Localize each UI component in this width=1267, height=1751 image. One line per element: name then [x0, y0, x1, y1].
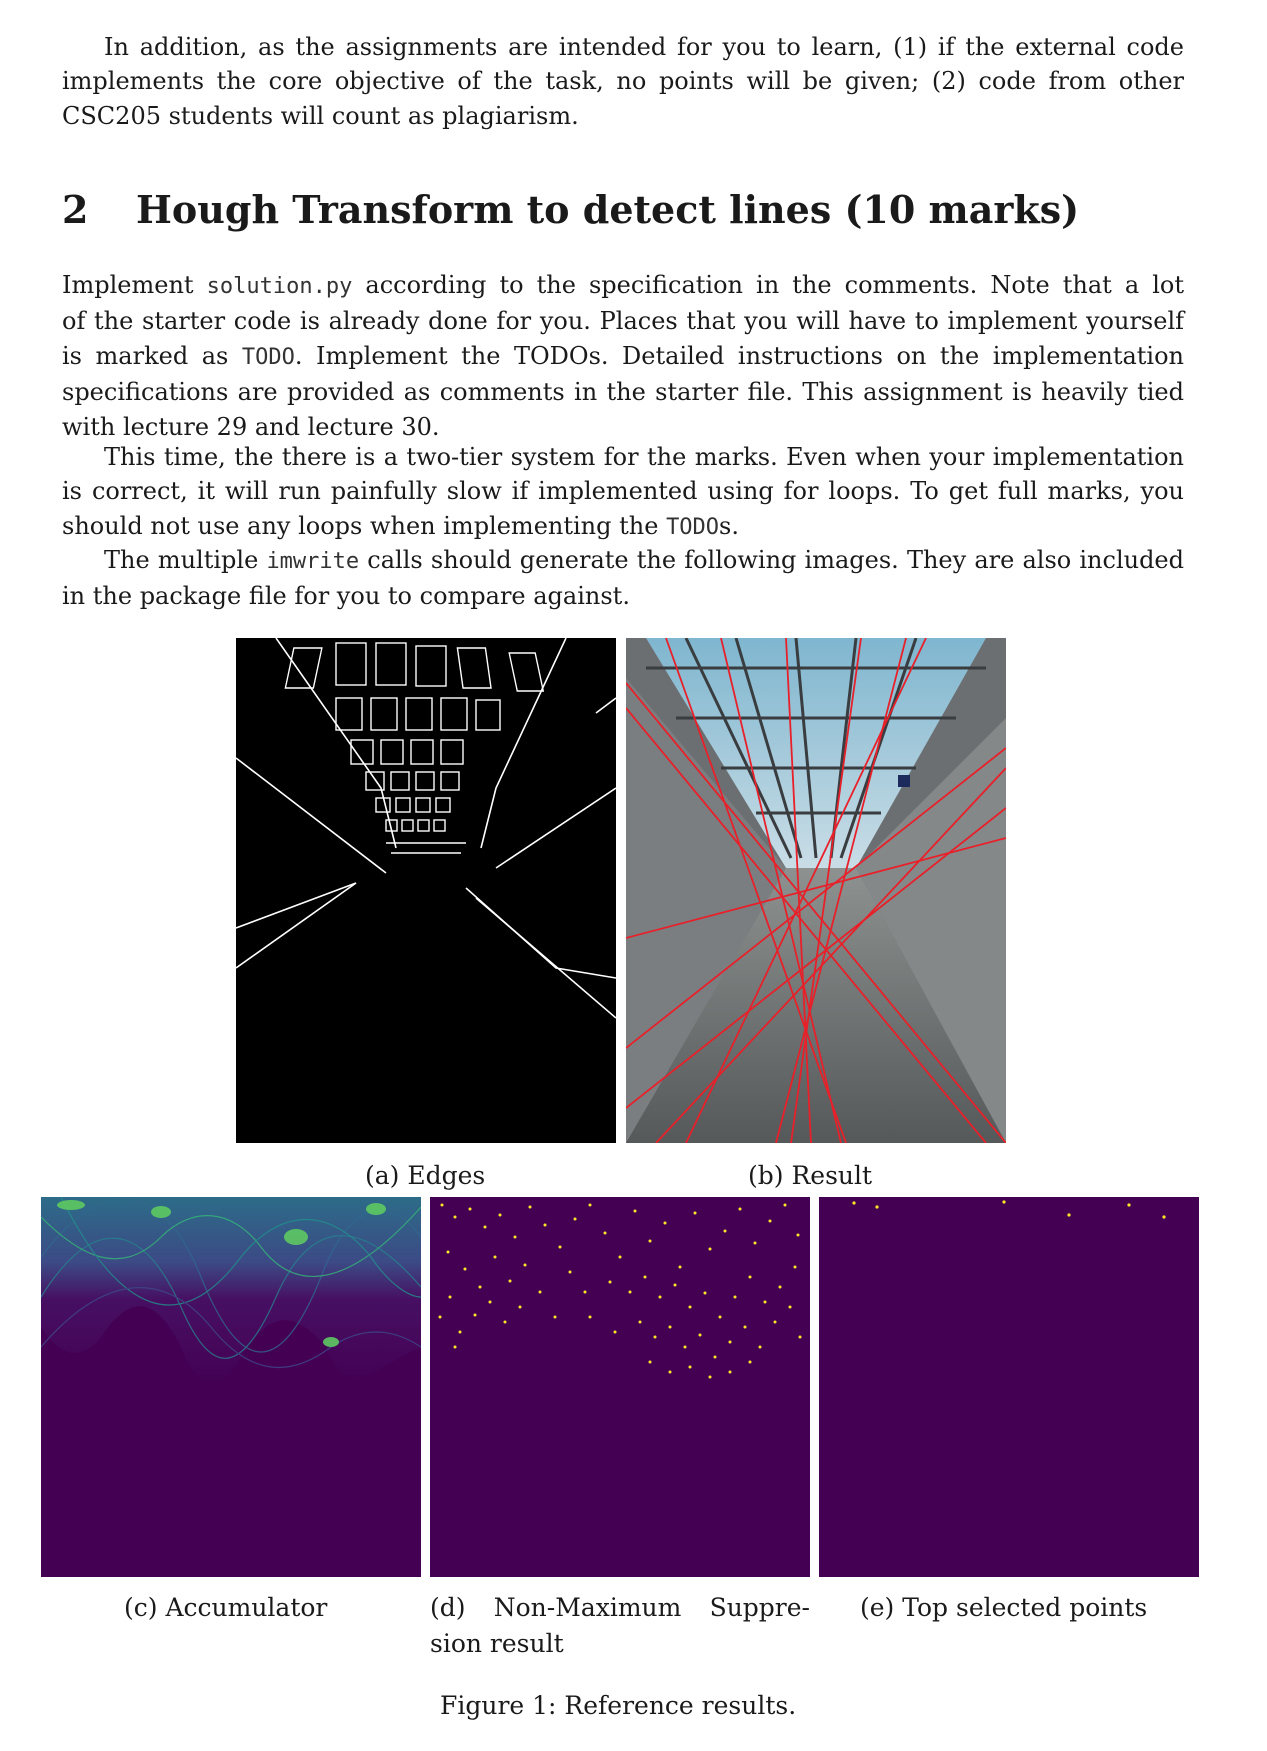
- p1-line-5: with lecture 29 and lecture 30.: [62, 412, 440, 441]
- caption-d-line-2: sion result: [430, 1629, 564, 1658]
- result-image: [626, 638, 1006, 1143]
- figure-caption: Figure 1: Reference results.: [440, 1691, 797, 1720]
- nms-image: [430, 1197, 810, 1577]
- p2-line-2: is correct, it will run painfully slow if implemented using for loops. To get full marks, you: [62, 477, 1184, 506]
- intro-line-1: In addition, as the assignments are intended for you to learn, (1) if the external code: [104, 33, 1184, 61]
- caption-a: (a) Edges: [365, 1161, 486, 1190]
- top-points-image: [819, 1197, 1199, 1577]
- code-todo: TODO: [241, 344, 295, 370]
- caption-d-line-1: (d) Non-Maximum Suppre-: [430, 1593, 810, 1622]
- p2-line-1: This time, the there is a two-tier system for the marks. Even when your implementation: [104, 443, 1184, 471]
- p1-line-1: Implement solution.py according to the specification in the comments. Note that a lot: [62, 271, 1185, 299]
- section-heading: [62, 187, 1079, 232]
- p1-line-4: specifications are provided as comments in the starter file. This assignment is heavily tied: [62, 378, 1184, 407]
- p3-line-2: in the package file for you to compare against.: [62, 582, 630, 611]
- section-title: Hough Transform to detect lines (10 marks): [136, 187, 1080, 232]
- edges-image: [236, 638, 616, 1143]
- paragraph-two-tier: [62, 440, 1184, 545]
- code-solution-py: solution.py: [206, 274, 353, 299]
- accumulator-image: [41, 1197, 421, 1577]
- paragraph-implementation: [62, 268, 1184, 444]
- caption-b: (b) Result: [748, 1161, 873, 1190]
- p1-line-3: is marked as TODO. Implement the TODOs. Detailed instructions on the implementation: [62, 341, 1184, 370]
- p2-line-3: should not use any loops when implementing the TODOs.: [62, 511, 739, 540]
- caption-e: (e) Top selected points: [860, 1593, 1148, 1622]
- intro-line-2: implements the core objective of the task, no points will be given; (2) code from other: [62, 67, 1184, 96]
- intro-paragraph: [62, 30, 1184, 133]
- paragraph-imwrite: [62, 543, 1184, 614]
- code-imwrite: imwrite: [266, 549, 360, 574]
- code-todo-2: TODO: [666, 514, 720, 540]
- intro-line-3: CSC205 students will count as plagiarism.: [62, 101, 579, 130]
- p1-line-2: of the starter code is already done for you. Places that you will have to implement yourself: [62, 307, 1184, 336]
- caption-d: [430, 1590, 810, 1662]
- p3-line-1: The multiple imwrite calls should generate the following images. They are also included: [104, 546, 1184, 574]
- caption-c: (c) Accumulator: [124, 1593, 328, 1622]
- section-number: 2: [62, 187, 89, 232]
